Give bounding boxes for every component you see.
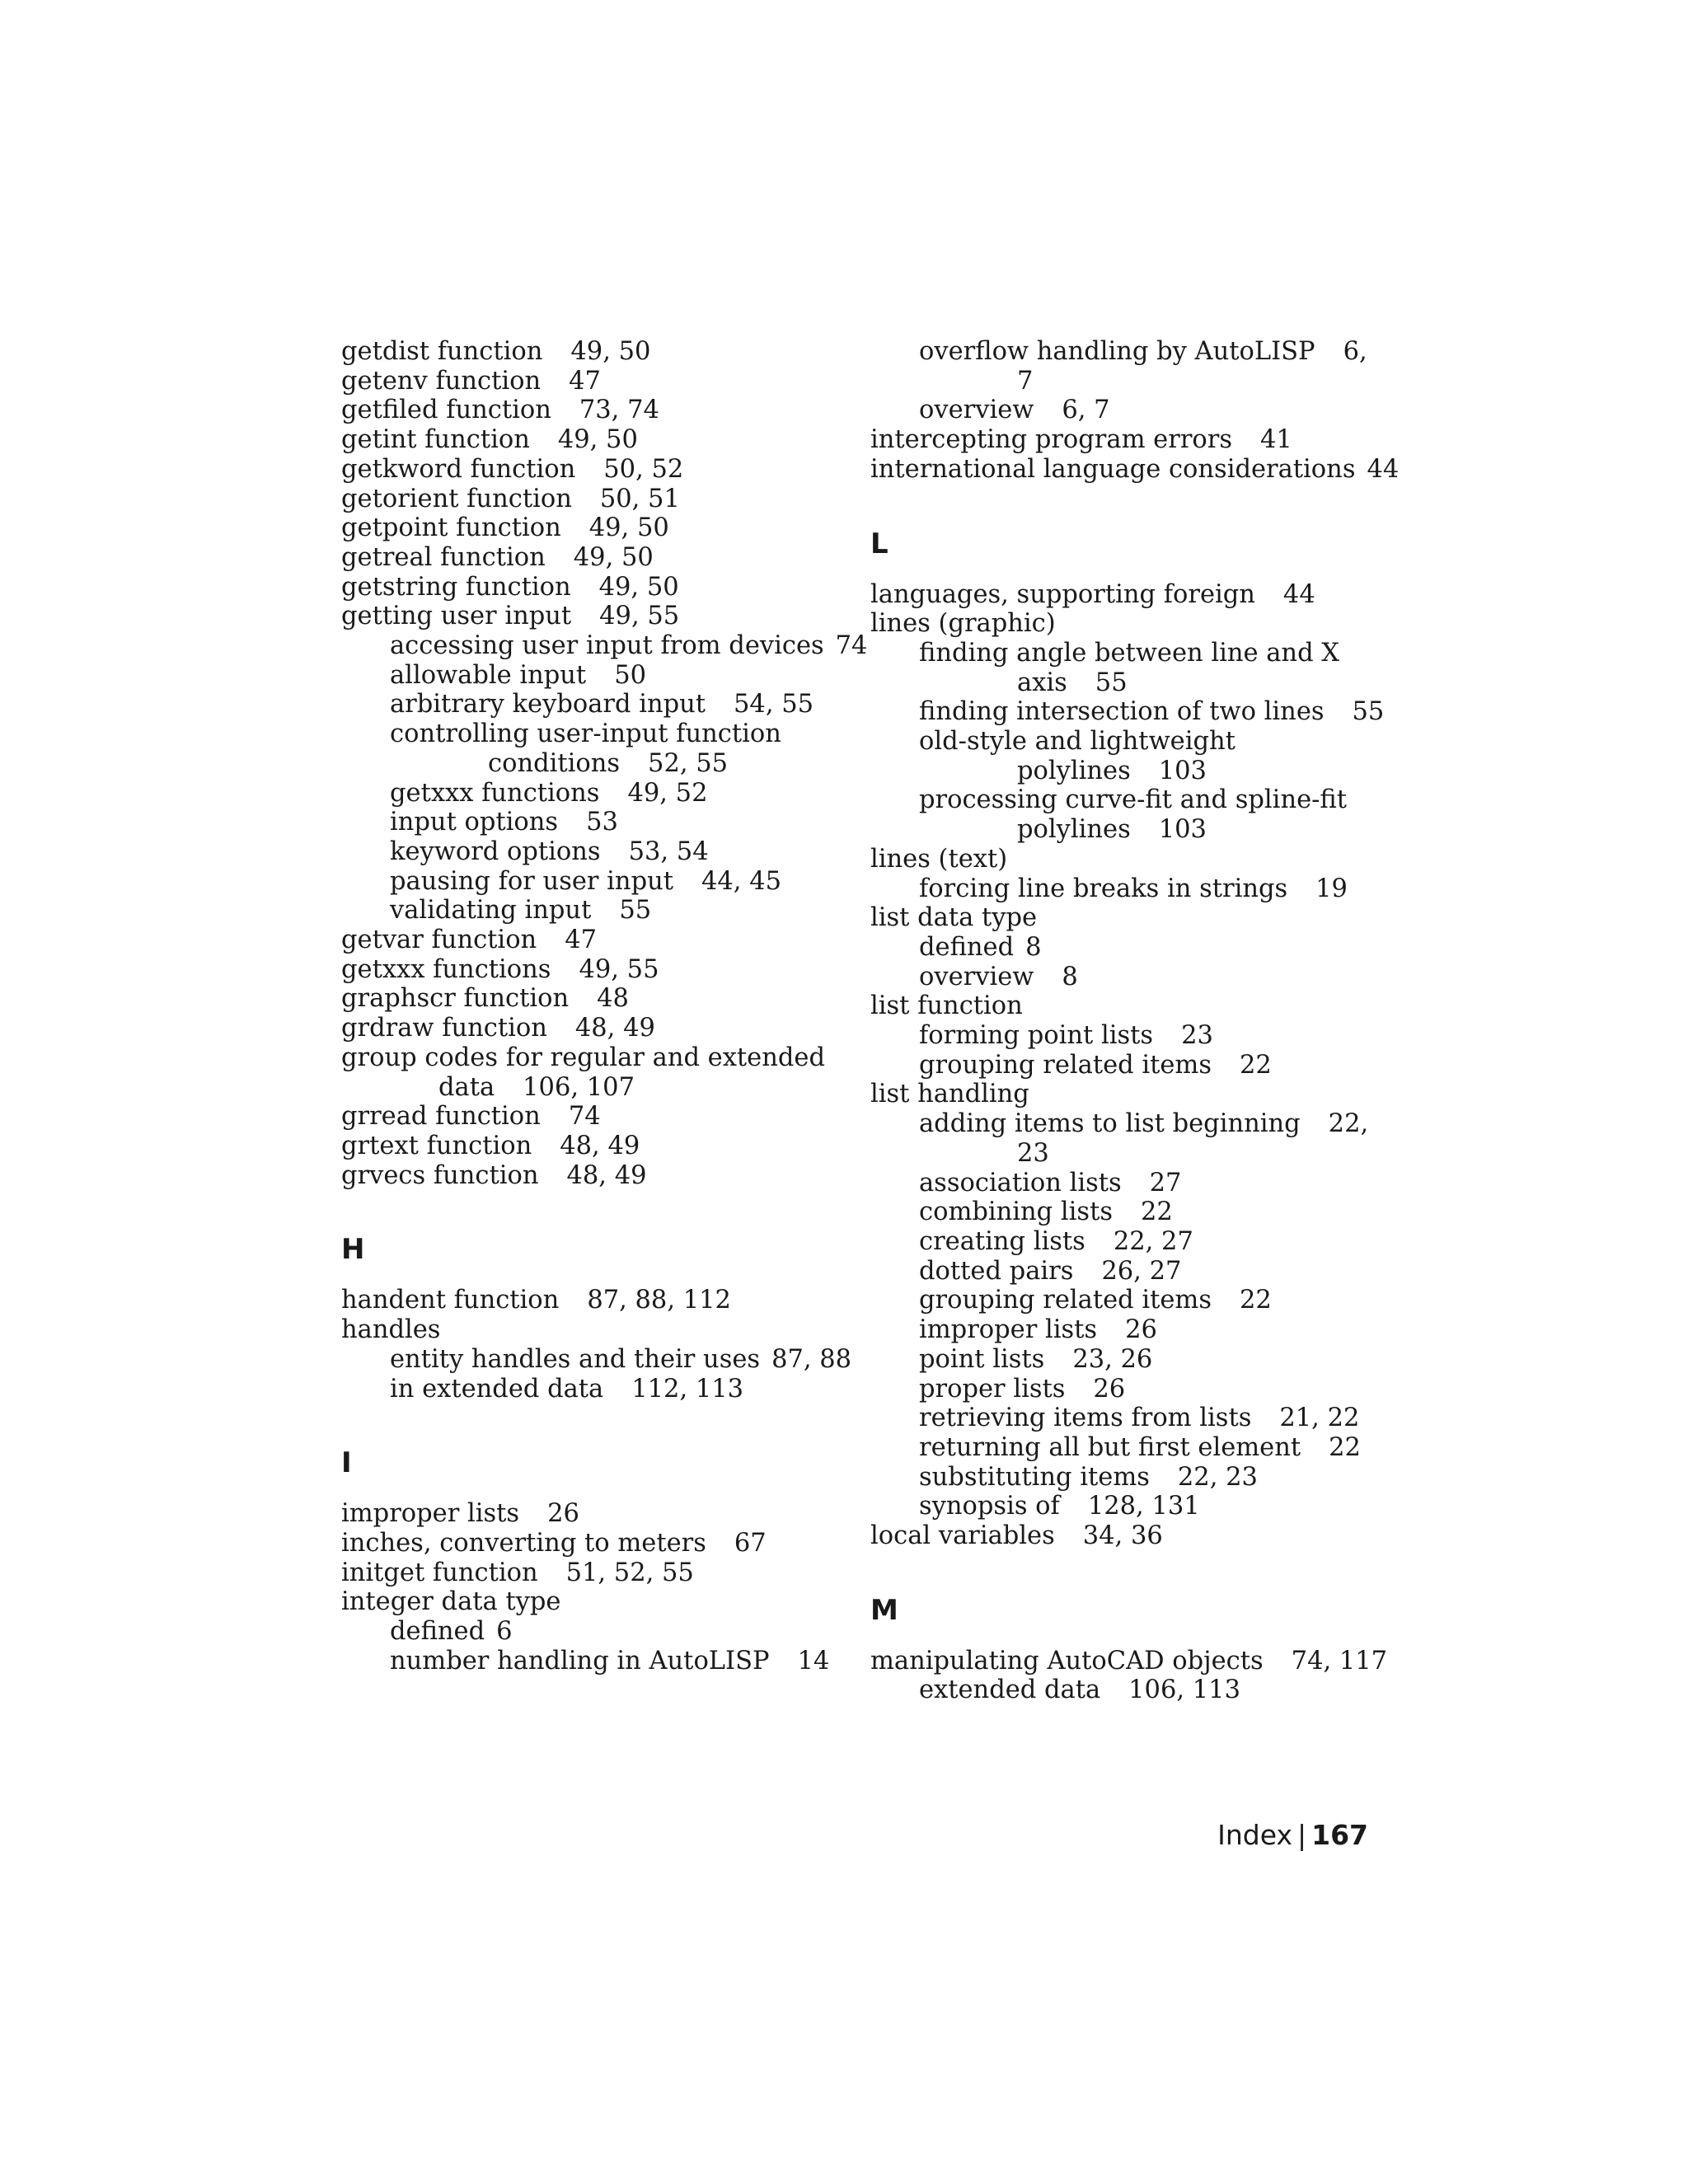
index-entry (341, 1161, 836, 1191)
index-entry (341, 984, 836, 1014)
entry-term: languages, supporting foreign (870, 579, 1255, 609)
entry-page-numbers: 49, 55 (599, 602, 680, 631)
index-entry (341, 602, 836, 631)
index-entry (341, 926, 836, 955)
entry-page-numbers: 50 (614, 660, 647, 690)
entry-term: old-style and lightweight (919, 727, 1236, 757)
index-entry (341, 573, 836, 602)
entry-term: retrieving items from lists (919, 1404, 1252, 1433)
entry-term: intercepting program errors (870, 425, 1232, 455)
entry-term: inches, converting to meters (341, 1528, 706, 1558)
entry-page-numbers: 87, 88, 112 (587, 1286, 731, 1315)
entry-term: grtext function (341, 1131, 532, 1160)
entry-page-numbers: 22, 27 (1113, 1226, 1193, 1256)
entry-page-numbers: 52, 55 (648, 748, 729, 778)
entry-term: point lists (919, 1344, 1045, 1374)
entry-page-numbers: 26 (1125, 1315, 1157, 1345)
entry-page-numbers: 55 (619, 896, 652, 926)
index-subentry (870, 1492, 1381, 1521)
page-number: 167 (1311, 1819, 1368, 1851)
entry-page-numbers: 51, 52, 55 (565, 1558, 694, 1587)
entry-page-numbers: 8 (1062, 962, 1078, 991)
entry-page-numbers: 87, 88 (771, 1344, 852, 1374)
index-entry (341, 455, 836, 485)
entry-term: overview (919, 396, 1034, 425)
entry-term: overflow handling by AutoLISP (919, 337, 1315, 366)
entry-term: keyword options (390, 837, 601, 866)
index-column-right (870, 337, 1400, 1705)
entry-term: getorient function (341, 484, 572, 513)
index-entry (870, 845, 1381, 874)
entry-page-numbers: 128, 131 (1087, 1492, 1200, 1521)
entry-page-numbers: 44 (1367, 454, 1400, 484)
entry-page-numbers: 22 (1239, 1286, 1272, 1315)
entry-term: number handling in AutoLISP (390, 1646, 770, 1675)
entry-term: grouping related items (919, 1286, 1212, 1315)
entry-page-numbers: 106, 113 (1128, 1675, 1240, 1705)
entry-term: lines (graphic) (870, 609, 1056, 639)
entry-term: getstring function (341, 572, 571, 602)
entry-term: getint function (341, 425, 530, 455)
index-entry (870, 454, 1400, 485)
index-subentry (341, 631, 868, 661)
entry-term: arbitrary keyboard input (390, 690, 706, 719)
entry-term: proper lists (919, 1374, 1066, 1404)
entry-term: getting user input (341, 602, 572, 631)
index-entry (870, 1080, 1381, 1109)
index-entry (341, 955, 836, 985)
entry-page-numbers: 8 (1025, 932, 1042, 962)
entry-page-numbers: 74, 117 (1291, 1646, 1388, 1675)
entry-term: axis (1017, 668, 1067, 697)
section-gap (341, 1268, 836, 1286)
section-gap (870, 1551, 1381, 1592)
index-subentry (341, 749, 836, 779)
entry-page-numbers: 22 (1239, 1050, 1272, 1080)
entry-page-numbers: 49, 50 (557, 425, 638, 455)
index-entry (341, 543, 836, 573)
entry-page-numbers: 6, 7 (1062, 396, 1110, 425)
index-subentry (870, 337, 1381, 367)
entry-page-numbers: 74 (835, 631, 868, 661)
entry-page-numbers: 74 (568, 1102, 601, 1132)
index-subentry (870, 1227, 1381, 1257)
entry-page-numbers: 103 (1158, 815, 1207, 845)
entry-page-numbers: 54, 55 (734, 690, 814, 719)
entry-page-numbers: 22, 23 (1177, 1462, 1258, 1492)
entry-page-numbers: 106, 107 (523, 1072, 635, 1102)
entry-term: grread function (341, 1102, 541, 1132)
entry-page-numbers: 73, 74 (579, 396, 659, 425)
entry-page-numbers: 55 (1095, 668, 1128, 697)
index-subentry (341, 1647, 836, 1676)
section-letter-heading: I (341, 1446, 352, 1480)
entry-term: forming point lists (919, 1021, 1154, 1051)
entry-term: group codes for regular and extended (341, 1043, 825, 1072)
index-subentry (870, 668, 1381, 698)
entry-term: getreal function (341, 542, 546, 572)
entry-term: list handling (870, 1080, 1029, 1109)
entry-term: getdist function (341, 337, 543, 366)
index-subentry (341, 1617, 836, 1647)
index-subentry (341, 661, 836, 691)
section-gap (870, 485, 1381, 526)
section-gap (870, 1629, 1381, 1647)
entry-term: grvecs function (341, 1160, 539, 1190)
entry-term: handent function (341, 1286, 560, 1315)
entry-page-numbers: 49, 50 (598, 572, 679, 602)
section-gap (870, 562, 1381, 580)
entry-page-numbers: 50, 52 (603, 454, 684, 484)
entry-term: input options (390, 808, 559, 837)
entry-term: initget function (341, 1558, 538, 1587)
entry-page-numbers: 44, 45 (701, 866, 782, 896)
index-subentry (870, 1197, 1381, 1227)
index-subentry (341, 779, 836, 808)
index-entry (341, 485, 836, 514)
entry-term: list function (870, 991, 1023, 1021)
entry-term: integer data type (341, 1587, 561, 1617)
index-subentry (341, 896, 836, 926)
entry-term: controlling user-input function (390, 719, 781, 749)
entry-page-numbers: 48 (597, 984, 629, 1014)
entry-term: entity handles and their uses (390, 1344, 761, 1374)
entry-page-numbers: 41 (1260, 425, 1292, 455)
entry-page-numbers: 6, (1343, 337, 1367, 366)
entry-page-numbers: 26 (547, 1499, 579, 1529)
entry-page-numbers: 48, 49 (560, 1131, 640, 1160)
index-subentry (870, 1375, 1381, 1404)
entry-term: accessing user input from devices (390, 631, 824, 661)
entry-term: getxxx functions (390, 778, 600, 808)
entry-page-numbers: 22, (1328, 1109, 1369, 1139)
index-subentry (870, 1169, 1381, 1198)
index-subentry (870, 1463, 1381, 1493)
section-letter-heading: M (870, 1593, 898, 1627)
section-letter-heading: L (870, 527, 889, 560)
entry-term: getkword function (341, 454, 576, 484)
entry-page-numbers: 26, 27 (1101, 1256, 1182, 1286)
entry-term: improper lists (919, 1315, 1098, 1345)
index-subentry (870, 367, 1381, 396)
entry-term: getpoint function (341, 513, 561, 543)
index-entry (341, 1315, 836, 1345)
entry-page-numbers: 48, 49 (574, 1014, 655, 1043)
entry-term: forcing line breaks in strings (919, 874, 1288, 903)
index-subentry (341, 808, 836, 837)
entry-page-numbers: 27 (1149, 1168, 1182, 1197)
entry-page-numbers: 49, 55 (579, 954, 659, 984)
index-entry (341, 1132, 836, 1161)
entry-page-numbers: 67 (734, 1528, 767, 1558)
entry-page-numbers: 53, 54 (628, 837, 709, 866)
entry-page-numbers: 103 (1158, 756, 1207, 785)
entry-page-numbers: 47 (569, 366, 601, 396)
entry-page-numbers: 112, 113 (631, 1374, 744, 1404)
entry-page-numbers: 49, 50 (588, 513, 669, 543)
entry-term: handles (341, 1315, 441, 1345)
index-subentry (341, 1375, 836, 1404)
entry-page-numbers: 21, 22 (1279, 1404, 1360, 1433)
index-subentry (341, 867, 836, 897)
entry-page-numbers: 22 (1140, 1197, 1173, 1227)
entry-term: 23 (1017, 1138, 1049, 1168)
entry-term: validating input (390, 896, 592, 926)
index-subentry (870, 639, 1381, 668)
index-subentry (870, 1139, 1381, 1169)
index-subentry (341, 690, 836, 719)
page-footer (1217, 1819, 1368, 1851)
index-subentry (870, 396, 1381, 425)
entry-term: in extended data (390, 1374, 604, 1404)
index-entry (870, 580, 1381, 610)
entry-term: grdraw function (341, 1014, 547, 1043)
index-subentry (341, 1073, 836, 1103)
section-gap (341, 1190, 836, 1231)
entry-page-numbers: 49, 50 (570, 337, 651, 366)
index-subentry (870, 1404, 1381, 1433)
index-subentry (870, 963, 1381, 992)
entry-page-numbers: 55 (1352, 697, 1385, 727)
index-subentry (870, 1345, 1381, 1375)
entry-term: conditions (488, 748, 621, 778)
entry-page-numbers: 19 (1315, 874, 1348, 903)
entry-term: getenv function (341, 366, 542, 396)
index-subentry (870, 1257, 1381, 1286)
entry-term: creating lists (919, 1226, 1085, 1256)
index-subentry (870, 1051, 1381, 1080)
index-entry (341, 1529, 836, 1558)
entry-term: international language considerations (870, 454, 1356, 484)
entry-term: returning all but first element (919, 1432, 1301, 1462)
entry-term: improper lists (341, 1499, 520, 1529)
index-entry (341, 425, 836, 455)
entry-term: processing curve-fit and spline-fit (919, 785, 1348, 815)
index-subentry (341, 1344, 852, 1375)
index-entry (341, 337, 836, 367)
entry-page-numbers: 49, 50 (573, 542, 654, 572)
index-subentry (870, 1021, 1381, 1051)
entry-page-numbers: 34, 36 (1082, 1521, 1163, 1551)
index-entry (341, 513, 836, 543)
footer-separator: | (1296, 1819, 1307, 1851)
entry-term: local variables (870, 1521, 1055, 1551)
index-column-left (341, 337, 868, 1675)
index-subentry (870, 874, 1381, 904)
entry-page-numbers: 22 (1329, 1432, 1361, 1462)
entry-term: allowable input (390, 660, 587, 690)
entry-page-numbers: 44 (1282, 579, 1315, 609)
index-entry (870, 1646, 1388, 1676)
index-entry (341, 1558, 836, 1588)
index-subentry (870, 1286, 1381, 1315)
index-subentry (870, 1109, 1381, 1139)
index-entry (341, 396, 836, 425)
entry-page-numbers: 23 (1181, 1021, 1213, 1051)
entry-term: getvar function (341, 926, 537, 955)
index-entry (870, 1521, 1381, 1551)
entry-term: extended data (919, 1675, 1101, 1705)
entry-page-numbers: 14 (797, 1646, 830, 1675)
index-entry (341, 1102, 836, 1132)
index-subentry (870, 1433, 1381, 1463)
entry-term: finding intersection of two lines (919, 697, 1325, 727)
entry-term: adding items to list beginning (919, 1109, 1301, 1139)
index-subentry (870, 1315, 1381, 1345)
entry-term: data (438, 1072, 495, 1102)
index-subentry (870, 757, 1381, 786)
entry-term: association lists (919, 1168, 1122, 1197)
index-entry (870, 609, 1381, 639)
index-entry (870, 991, 1381, 1021)
index-subentry (341, 719, 836, 749)
entry-term: finding angle between line and X (919, 638, 1340, 668)
entry-term: polylines (1017, 756, 1131, 785)
entry-page-numbers: 26 (1093, 1374, 1126, 1404)
entry-page-numbers: 53 (586, 808, 618, 837)
index-entry (870, 903, 1381, 933)
index-entry (341, 1587, 836, 1617)
index-subentry (870, 815, 1381, 845)
entry-term: lines (text) (870, 844, 1008, 874)
section-gap (341, 1481, 836, 1499)
entry-page-numbers: 48, 49 (566, 1160, 647, 1190)
entry-term: getxxx functions (341, 954, 551, 984)
entry-term: pausing for user input (390, 866, 673, 896)
index-entry (341, 367, 836, 396)
entry-page-numbers: 49, 52 (627, 778, 708, 808)
entry-term: synopsis of (919, 1492, 1060, 1521)
index-subentry (870, 727, 1381, 757)
index-subentry (341, 837, 836, 867)
entry-term: polylines (1017, 815, 1131, 845)
index-subentry (870, 697, 1385, 727)
index-entry (341, 1014, 836, 1043)
index-subentry (870, 785, 1381, 815)
index-subentry (870, 1675, 1381, 1705)
entry-page-numbers: 23, 26 (1072, 1344, 1153, 1374)
entry-term: 7 (1017, 366, 1034, 396)
index-entry (341, 1499, 836, 1529)
entry-term: list data type (870, 903, 1038, 933)
entry-term: getfiled function (341, 396, 551, 425)
index-subentry (870, 933, 1381, 963)
entry-term: graphscr function (341, 984, 570, 1014)
entry-page-numbers: 6 (496, 1617, 513, 1647)
index-entry (870, 425, 1381, 455)
entry-term: overview (919, 962, 1034, 991)
entry-page-numbers: 47 (565, 926, 598, 955)
entry-term: defined (390, 1617, 485, 1647)
entry-term: dotted pairs (919, 1256, 1074, 1286)
index-entry (341, 1043, 836, 1073)
index-entry (341, 1286, 836, 1315)
entry-term: manipulating AutoCAD objects (870, 1646, 1264, 1675)
footer-label: Index (1217, 1819, 1292, 1851)
section-letter-heading: H (341, 1233, 365, 1267)
entry-term: grouping related items (919, 1050, 1212, 1080)
entry-term: substituting items (919, 1462, 1150, 1492)
entry-term: combining lists (919, 1197, 1113, 1227)
entry-term: defined (919, 932, 1015, 962)
section-gap (341, 1404, 836, 1445)
entry-page-numbers: 50, 51 (599, 484, 680, 513)
